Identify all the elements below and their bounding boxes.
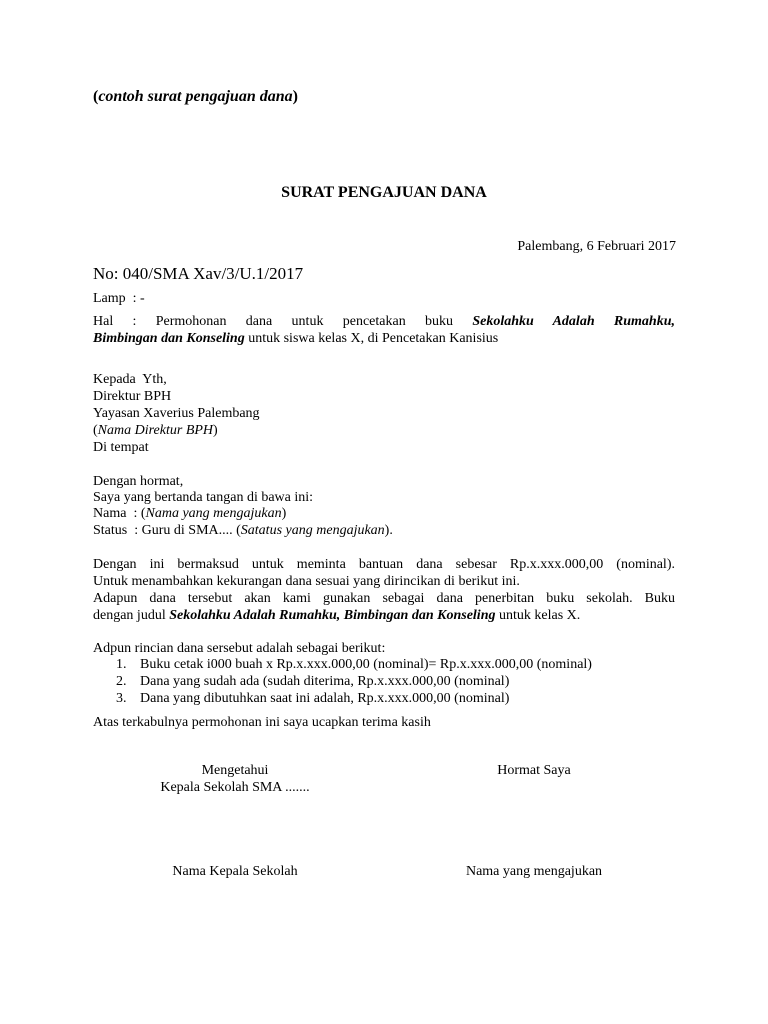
list-item-number: 1. — [116, 657, 127, 672]
details-intro: Adpun rincian dana sersebut adalah sebagai berikut: — [93, 641, 386, 656]
header-note-text: contoh surat pengajuan dana — [98, 88, 293, 105]
body-p2-line-2: dengan judul Sekolahku Adalah Rumahku, Bimbingan dan Konseling untuk kelas X. — [93, 608, 581, 623]
recipient-title: Direktur BPH — [93, 389, 172, 404]
nama-line: Nama : (Nama yang mengajukan) — [93, 506, 287, 521]
closing-line: Atas terkabulnya permohonan ini saya ucapkan terima kasih — [93, 715, 431, 730]
list-item-text: Dana yang sudah ada (sudah diterima, Rp.x.xxx.000,00 (nominal) — [140, 674, 510, 689]
list-item-text: Dana yang dibutuhkan saat ini adalah, Rp.x.xxx.000,00 (nominal) — [140, 691, 510, 706]
sign-left-position: Kepala Sekolah SMA ....... — [160, 780, 310, 795]
hal-line-2: Bimbingan dan Konseling untuk siswa kelas X, di Pencetakan Kanisius — [93, 331, 499, 346]
recipient-name: (Nama Direktur BPH) — [93, 423, 218, 438]
list-item-number: 3. — [116, 691, 127, 706]
body-p1-line-2: Untuk menambahkan kekurangan dana sesuai yang dirincikan di berikut ini. — [93, 574, 520, 589]
letter-title: SURAT PENGAJUAN DANA — [281, 184, 487, 201]
letter-number: No: 040/SMA Xav/3/U.1/2017 — [93, 264, 304, 283]
greeting: Dengan hormat, — [93, 474, 184, 489]
hal-line-1: Hal : Permohonan dana untuk pencetakan buku Sekolahku Adalah Rumahku, — [93, 314, 676, 329]
body-p2-line-1: Adapun dana tersebut akan kami gunakan sebagai dana penerbitan buku sekolah. Buku — [93, 591, 675, 606]
place-date: Palembang, 6 Februari 2017 — [517, 239, 676, 254]
sign-right-name: Nama yang mengajukan — [465, 864, 603, 879]
intro-line: Saya yang bertanda tangan di bawa ini: — [93, 490, 314, 505]
sign-left-label: Mengetahui — [201, 763, 269, 778]
header-note: (contoh surat pengajuan dana) — [93, 88, 298, 105]
recipient-org: Yayasan Xaverius Palembang — [93, 406, 260, 421]
list-item-text: Buku cetak i000 buah x Rp.x.xxx.000,00 (nominal)= Rp.x.xxx.000,00 (nominal) — [140, 657, 592, 672]
sign-left-name: Nama Kepala Sekolah — [172, 864, 298, 879]
recipient-place: Di tempat — [93, 440, 149, 455]
sign-right-label: Hormat Saya — [497, 763, 571, 778]
body-p1-line-1: Dengan ini bermaksud untuk meminta bantuan dana sebesar Rp.x.xxx.000,00 (nominal). — [93, 557, 675, 572]
recipient-salutation: Kepada Yth, — [93, 372, 167, 387]
list-item-number: 2. — [116, 674, 127, 689]
status-line: Status : Guru di SMA.... (Satatus yang mengajukan). — [93, 523, 393, 538]
lamp-line: Lamp : - — [93, 291, 145, 306]
